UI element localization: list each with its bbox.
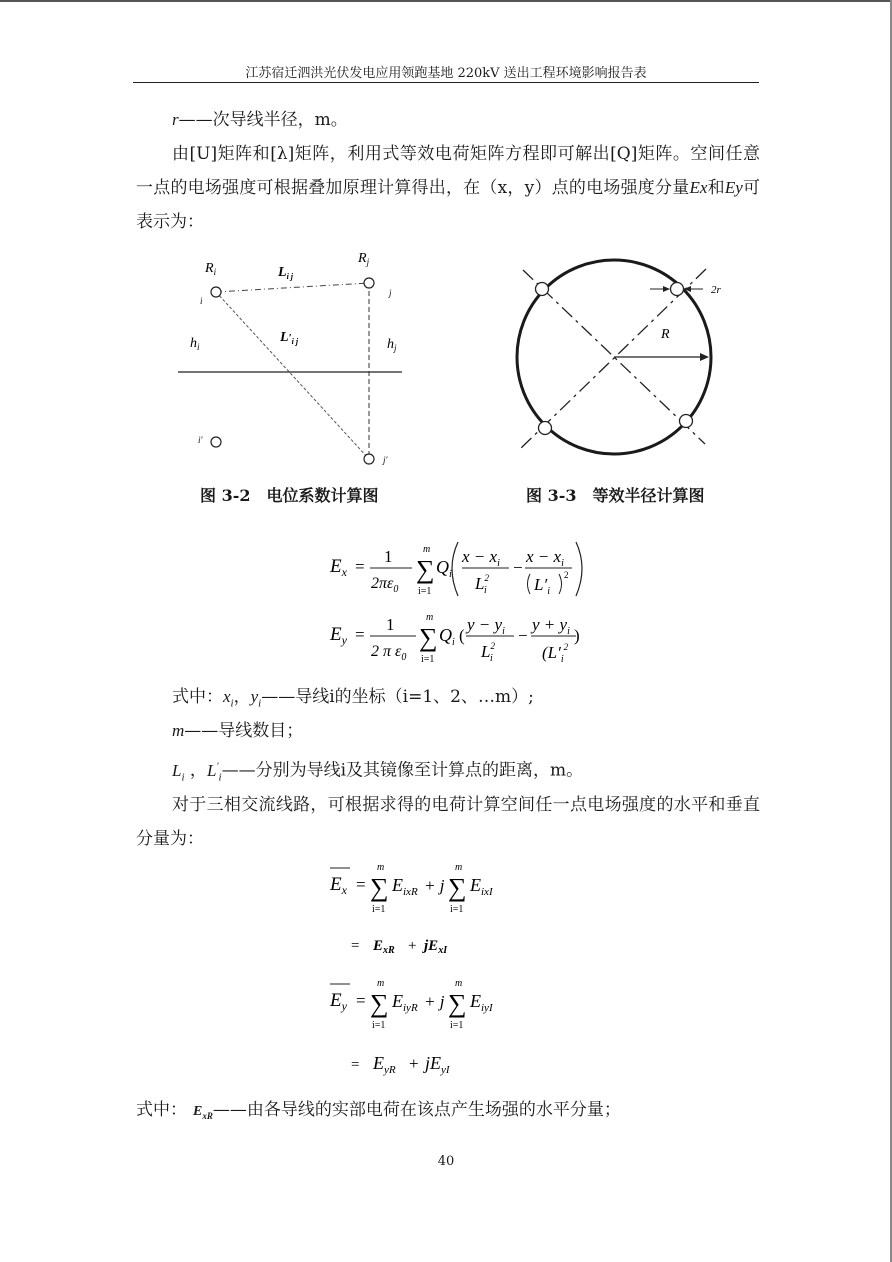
- figure-3-2-caption: 图 3-2 电位系数计算图: [200, 486, 379, 505]
- ey-open-paren: (: [459, 626, 465, 645]
- ey-res-real: $E_{yR}$: [373, 1053, 396, 1076]
- ex-res-real: $E_{xR}$: [373, 938, 395, 956]
- ex-den2-power: 2: [564, 570, 569, 580]
- ex-sigma: ∑: [416, 555, 435, 584]
- symbol-ey: Ey: [724, 178, 743, 197]
- ex-res-imag: $jE_{xI}$: [424, 938, 448, 956]
- figure-3-3-caption: 图 3-3 等效半径计算图: [526, 486, 705, 505]
- intro-paragraph: [136, 137, 760, 239]
- ey-sum-top: m: [426, 612, 434, 623]
- image-i: [211, 437, 221, 447]
- coordinate-text: ——导线i的坐标（i=1、2、…m）;: [261, 687, 534, 707]
- sub-conductor-3: [539, 422, 552, 435]
- ey-den2: ($L'_i^2$: [542, 642, 569, 665]
- figure-3-2-diagram: [170, 245, 415, 470]
- ey-bar-sigma-2: ∑: [448, 989, 467, 1018]
- ex-res-plus: +: [408, 938, 417, 954]
- ey-bar-sum-bottom-1: i=1: [372, 1020, 386, 1031]
- ey-close-paren: ): [574, 626, 580, 645]
- sub-conductor-1: [536, 283, 549, 296]
- ex-one: 1: [384, 547, 393, 566]
- ey-denom: 2 π $\varepsilon_0$: [371, 643, 407, 663]
- header-rule: [133, 82, 759, 83]
- ex-sum-top: m: [423, 544, 431, 555]
- equation-ex-result: [345, 930, 505, 960]
- distance-text: ——分别为导线i及其镜像至计算点的距离，m。: [221, 760, 584, 781]
- distance-separator: ，: [184, 760, 207, 781]
- ex-num2: $x - x_i$: [526, 547, 564, 569]
- ex-right-paren: [576, 542, 582, 596]
- ex-bar-term-2: $E_{ixI}$: [470, 875, 493, 898]
- ex-bar-plus-j: + j: [424, 876, 445, 895]
- ey-num1: $y - y_i$: [467, 615, 505, 637]
- ey-one: 1: [386, 615, 395, 634]
- label-hi: $h_i$: [190, 336, 200, 352]
- running-header: 江苏宿迁泗洪光伏发电应用领跑基地 220kV 送出工程环境影响报告表: [245, 66, 647, 81]
- ex-minus: −: [513, 558, 523, 577]
- conductor-i: [211, 287, 221, 297]
- ey-res-plus: +: [409, 1054, 419, 1073]
- symbol-yi: $y_i$: [250, 687, 262, 710]
- radius-definition: [136, 103, 760, 137]
- symbol-exr: $E_{xR}$: [193, 1104, 213, 1121]
- ey-bar-term-2: $E_{iyI}$: [470, 991, 493, 1014]
- ex-bar-lhs: $E_x$: [330, 874, 347, 897]
- ey-bar-term-1: $E_{iyR}$: [392, 991, 418, 1014]
- intro-and: 和: [707, 178, 725, 198]
- radius-text: ——次导线半径，m。: [178, 110, 348, 130]
- ex-bar-sum-top-1: m: [377, 862, 385, 873]
- conductor-count-text: ——导线数目；: [184, 721, 304, 741]
- ey-bar-lhs: $E_y$: [330, 990, 347, 1013]
- equation-ey-result: [345, 1047, 505, 1081]
- sub-conductor-2: [671, 283, 684, 296]
- intro-end: 可表示为：: [136, 178, 761, 232]
- label-Lij: $L_{i j}$: [278, 265, 294, 281]
- ex-bar-sigma-2: ∑: [448, 873, 467, 902]
- ex-equals: =: [355, 557, 365, 576]
- exr-definition: [136, 1093, 760, 1133]
- ex-lhs: $E_x$: [330, 556, 347, 579]
- where-lead: 式中：: [172, 687, 223, 707]
- label-point-i: i: [200, 296, 203, 306]
- symbol-ex: Ex: [689, 178, 708, 197]
- page-number: 40: [437, 1154, 455, 1169]
- label-2r: 2r: [711, 284, 721, 296]
- lij-dashed-line: [216, 283, 369, 292]
- label-Lprime-ij: $L'_{i j}$: [280, 330, 299, 346]
- symbol-m: m: [172, 721, 185, 740]
- ex-q: $Q_i$: [436, 557, 452, 580]
- label-Ri: $R_i$: [205, 261, 217, 277]
- ey-bar-sigma-1: ∑: [370, 989, 389, 1018]
- ex-res-equals: =: [351, 938, 360, 954]
- page-top-border: [0, 0, 892, 2]
- ex-den2-close: [559, 574, 562, 594]
- exr-text: ——由各导线的实部电荷在该点产生场强的水平分量；: [212, 1100, 621, 1120]
- coordinate-separator: ，: [233, 687, 251, 707]
- ex-sum-bottom: i=1: [418, 586, 432, 597]
- label-Rj: $R_j$: [358, 251, 370, 267]
- ey-den1: $L^2$ i: [481, 641, 495, 664]
- symbol-xi: $x_i$: [223, 687, 234, 710]
- label-point-i-image: i′: [198, 435, 203, 445]
- ey-bar-equals: =: [356, 991, 366, 1010]
- radius-arrowhead: [700, 353, 709, 361]
- ex-left-paren: [452, 542, 458, 596]
- label-point-j-image: j′: [383, 455, 388, 465]
- ex-bar-sum-bottom-1: i=1: [372, 904, 386, 915]
- intro-text: 由[U]矩阵和[λ]矩阵，利用式等效电荷矩阵方程即可解出[Q]矩阵。空间任意一点的电场强度可根据叠加原理计算得出，在（x，y）点的电场强度分量: [136, 144, 760, 198]
- ex-bar-sigma-1: ∑: [370, 873, 389, 902]
- equation-ey-bar: [320, 974, 520, 1032]
- ey-sum-bottom: i=1: [421, 654, 435, 665]
- label-point-j: j: [389, 288, 392, 298]
- ey-res-equals: =: [351, 1057, 360, 1073]
- symbol-li-prime: $L'_i$: [206, 760, 222, 784]
- ey-minus: −: [518, 626, 528, 645]
- lprime-dashed-line: [216, 292, 369, 459]
- ex-num1: $x - x_i$: [462, 547, 500, 569]
- ey-res-imag: $jE_{yI}$: [425, 1053, 450, 1076]
- symbol-li: $L_i$: [172, 760, 185, 784]
- symbol-r: r: [172, 110, 179, 129]
- ey-bar-sum-top-2: m: [455, 978, 463, 989]
- ey-sigma: ∑: [419, 623, 438, 652]
- ey-equals: =: [355, 625, 365, 644]
- ey-bar-sum-top-1: m: [377, 978, 385, 989]
- ex-den2-open: [528, 574, 531, 594]
- image-j: [364, 454, 374, 464]
- ey-bar-plus-j: + j: [424, 992, 445, 1011]
- ey-num2: $y + y_i$: [532, 615, 570, 637]
- label-hj: $h_j$: [387, 337, 397, 353]
- dimension-arrowhead-left: [663, 286, 670, 292]
- three-phase-paragraph: 对于三相交流线路，可根据求得的电荷计算空间任一点电场强度的水平和垂直分量为：: [136, 795, 760, 849]
- figure-3-3-diagram: [505, 258, 745, 468]
- ex-bar-term-1: $E_{ixR}$: [392, 875, 418, 898]
- equation-ey: [320, 608, 590, 668]
- ey-lhs: $E_y$: [330, 624, 347, 647]
- conductor-j: [364, 278, 374, 288]
- ex-bar-sum-bottom-2: i=1: [450, 904, 464, 915]
- label-R: R: [661, 327, 670, 342]
- sub-conductor-4: [680, 415, 693, 428]
- equation-ex: [320, 532, 590, 604]
- ex-den2: $L'_i$: [534, 575, 550, 597]
- ex-bar-equals: =: [356, 875, 366, 894]
- conductor-count-definition: [136, 714, 760, 748]
- exr-lead: 式中：: [136, 1100, 187, 1120]
- ex-bar-sum-top-2: m: [455, 862, 463, 873]
- ey-bar-sum-bottom-2: i=1: [450, 1020, 464, 1031]
- ex-denom: $2\pi\varepsilon_0$: [371, 575, 399, 595]
- ex-den1: $L^2$ i: [475, 573, 489, 596]
- ey-q: $Q_i$: [439, 625, 455, 648]
- equation-ex-bar: [320, 858, 520, 916]
